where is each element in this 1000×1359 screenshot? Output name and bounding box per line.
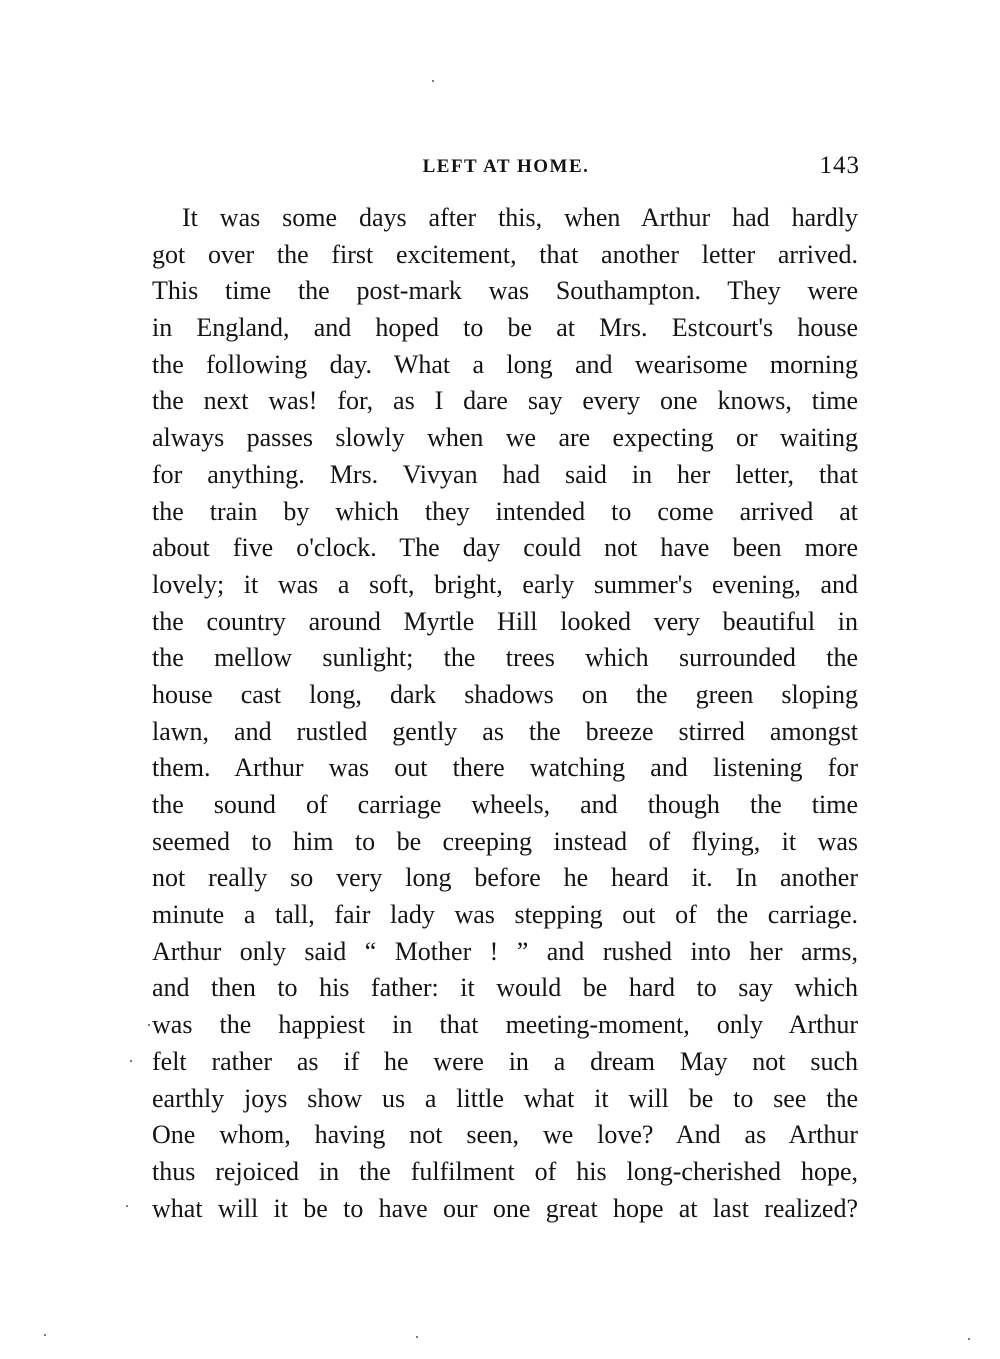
text-line: them. Arthur was out there watching and listening for: [152, 753, 858, 783]
text-line: It was some days after this, when Arthur had hardly: [182, 203, 858, 232]
scan-speck: [432, 80, 434, 82]
text-line: lovely; it was a soft, bright, early summer's evening, and: [152, 569, 858, 599]
text-line: One whom, having not seen, we love? And as Arthur: [152, 1120, 858, 1150]
scan-speck: [148, 1024, 150, 1026]
text-line: what will it be to have our one great hope at last realized?: [152, 1193, 858, 1223]
text-line: the sound of carriage wheels, and though the time: [152, 790, 858, 819]
text-line: house cast long, dark shadows on the green sloping: [152, 679, 858, 709]
scan-speck: [126, 1205, 128, 1207]
scan-speck: [416, 1336, 418, 1338]
text-line: the country around Myrtle Hill looked very beautiful in: [152, 606, 858, 636]
text-line: the mellow sunlight; the trees which surrounded the: [152, 643, 858, 673]
scan-speck: [130, 1060, 132, 1062]
text-line: for anything. Mrs. Vivyan had said in her letter, that: [152, 459, 858, 489]
text-line: got over the first excitement, that another letter arrived.: [152, 239, 858, 269]
text-line: was the happiest in that meeting-moment, only Arthur: [152, 1010, 858, 1040]
text-line: felt rather as if he were in a dream May not such: [152, 1046, 858, 1076]
text-line: earthly joys show us a little what it will be to see the: [152, 1083, 858, 1113]
scan-speck: [44, 1334, 46, 1336]
running-title: LEFT AT HOME.: [422, 156, 590, 177]
text-line: always passes slowly when we are expecting or waiting: [152, 423, 858, 453]
text-line: thus rejoiced in the fulfilment of his long-cherished hope,: [152, 1156, 858, 1186]
text-line: minute a tall, fair lady was stepping out of the carriage.: [152, 900, 858, 930]
scan-speck: [968, 1338, 970, 1340]
text-line: seemed to him to be creeping instead of flying, it was: [152, 826, 858, 856]
text-line: and then to his father: it would be hard to say which: [152, 973, 858, 1003]
text-line: in England, and hoped to be at Mrs. Estcourt's house: [152, 313, 858, 343]
running-head: [152, 152, 860, 184]
text-line: Arthur only said “ Mother ! ” and rushed into her arms,: [152, 936, 858, 966]
text-line: the train by which they intended to come arrived at: [152, 496, 858, 526]
text-line: This time the post-mark was Southampton. They were: [152, 276, 858, 306]
body-paragraph: [152, 200, 858, 1227]
text-line: about five o'clock. The day could not have been more: [152, 533, 858, 563]
text-line: the following day. What a long and wearisome morning: [152, 349, 858, 379]
page-number: 143: [819, 152, 860, 179]
text-line: not really so very long before he heard it. In another: [152, 863, 858, 893]
text-line: lawn, and rustled gently as the breeze stirred amongst: [152, 716, 858, 746]
text-line: the next was! for, as I dare say every one knows, time: [152, 386, 858, 416]
